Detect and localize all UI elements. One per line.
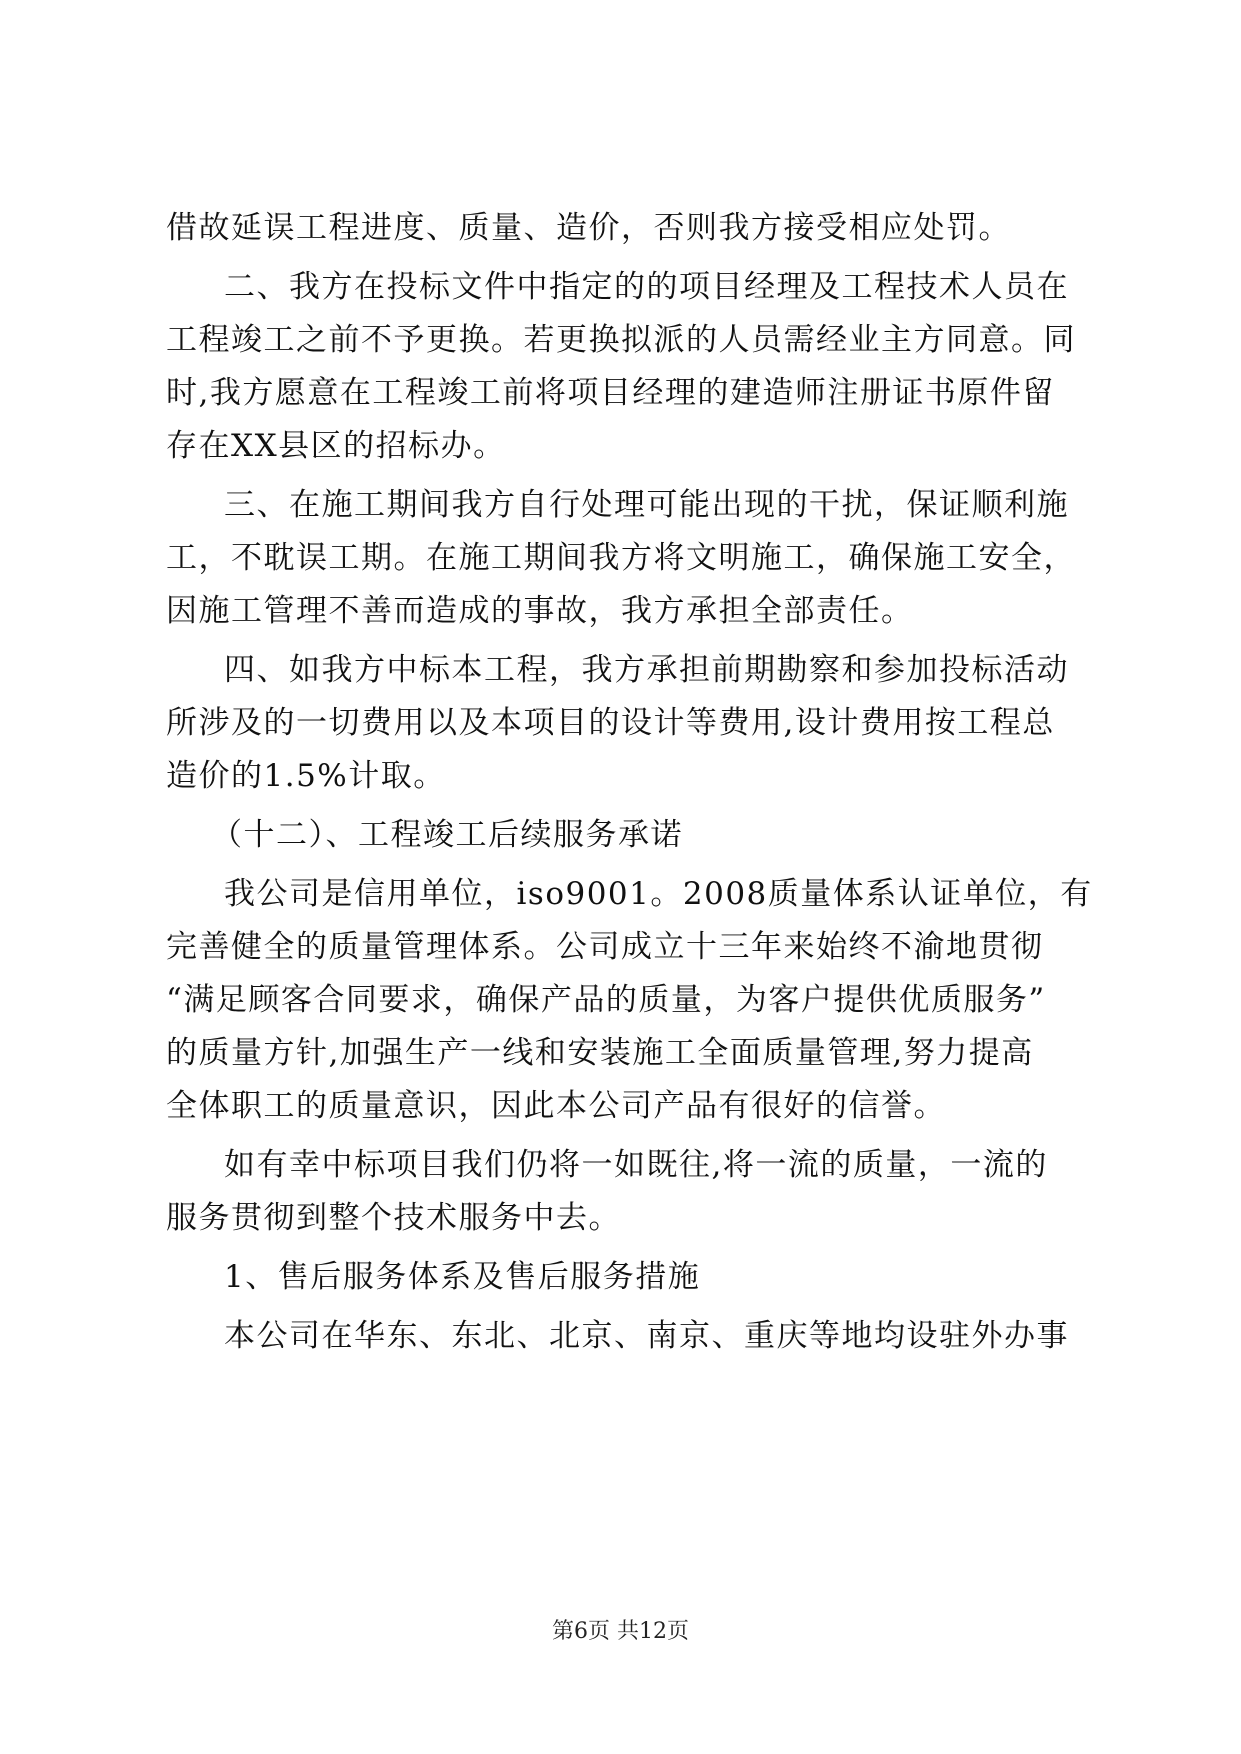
text-line-21: 本公司在华东、东北、北京、南京、重庆等地均设驻外办事 [224, 1318, 1069, 1354]
section-heading: （十二）、工程竣工后续服务承诺 [211, 817, 683, 853]
text-line-9: 四、如我方中标本工程，我方承担前期勘察和参加投标活动 [224, 652, 1069, 688]
text-line-17: 全体职工的质量意识，因此本公司产品有很好的信誉。 [166, 1088, 946, 1124]
text-line-11: 造价的1.5%计取。 [166, 758, 446, 794]
page-number-footer: 第6页 共12页 [552, 1619, 689, 1644]
document-body [166, 202, 1093, 1363]
text-line-18: 如有幸中标项目我们仍将一如既往,将一流的质量，一流的 [224, 1147, 1048, 1183]
text-line-15: “满足顾客合同要求，确保产品的质量，为客户提供优质服务” [166, 982, 1046, 1018]
text-line-1: 借故延误工程进度、质量、造价，否则我方接受相应处罚。 [166, 210, 1011, 246]
text-line-2: 二、我方在投标文件中指定的的项目经理及工程技术人员在 [224, 269, 1069, 305]
text-line-16: 的质量方针,加强生产一线和安装施工全面质量管理,努力提高 [166, 1035, 1034, 1071]
text-line-3: 工程竣工之前不予更换。若更换拟派的人员需经业主方同意。同 [166, 322, 1076, 358]
text-line-14: 完善健全的质量管理体系。公司成立十三年来始终不渝地贯彻 [166, 929, 1044, 965]
text-line-4: 时,我方愿意在工程竣工前将项目经理的建造师注册证书原件留 [166, 375, 1055, 411]
text-line-8: 因施工管理不善而造成的事故，我方承担全部责任。 [166, 593, 914, 629]
text-line-5: 存在XX县区的招标办。 [166, 428, 506, 464]
subsection-heading: 1、售后服务体系及售后服务措施 [224, 1259, 701, 1295]
text-line-13: 我公司是信用单位，iso9001。2008质量体系认证单位，有 [224, 876, 1093, 912]
text-line-6: 三、在施工期间我方自行处理可能出现的干扰，保证顺利施 [224, 487, 1069, 523]
text-line-10: 所涉及的一切费用以及本项目的设计等费用,设计费用按工程总 [166, 705, 1055, 741]
text-line-19: 服务贯彻到整个技术服务中去。 [166, 1200, 621, 1236]
text-line-7: 工，不耽误工期。在施工期间我方将文明施工，确保施工安全， [166, 540, 1076, 576]
